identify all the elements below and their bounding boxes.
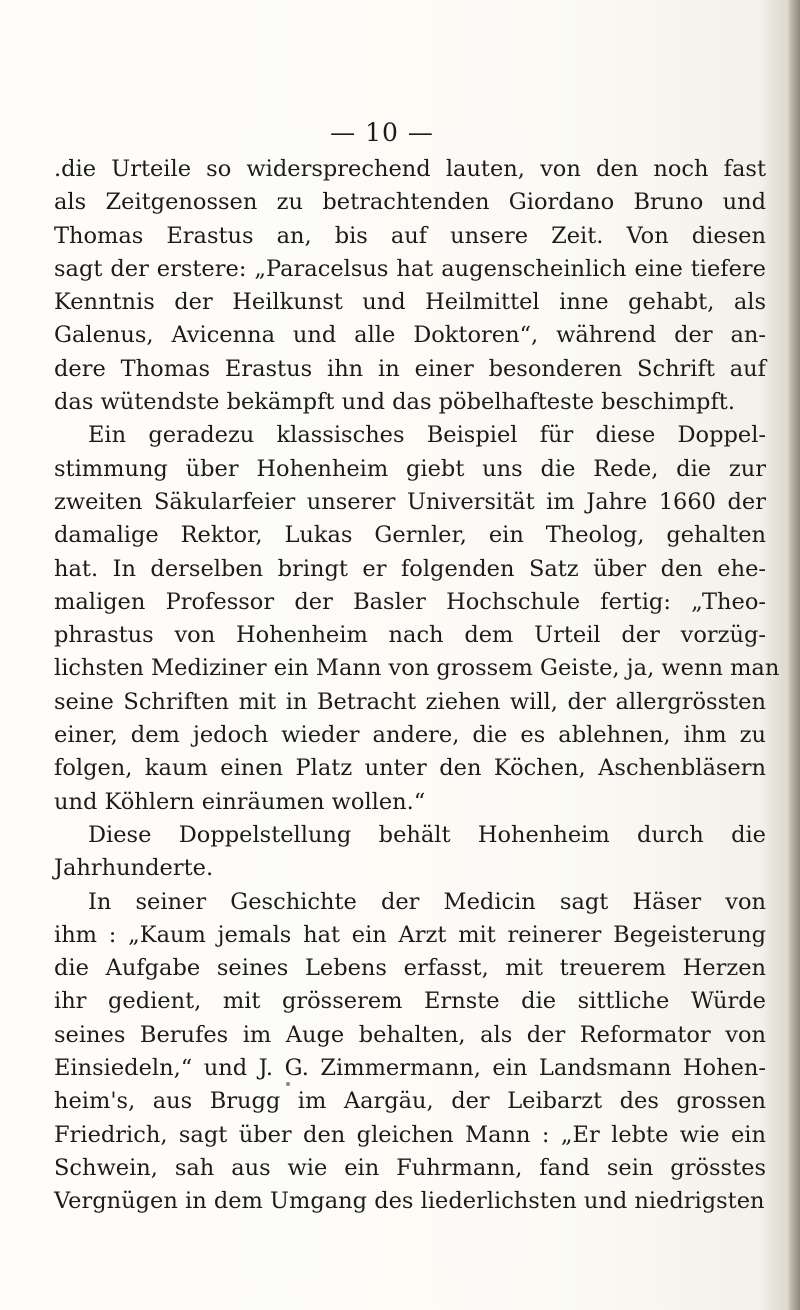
text-line: Galenus, Avicenna und alle Doktoren“, während der an- [54,322,766,349]
paragraph [54,819,766,886]
text-line: damalige Rektor, Lukas Gernler, ein Theolog, gehalten [54,522,766,549]
text-line: seine Schriften mit in Betracht ziehen will, der allergrössten [54,688,766,715]
text-line: heim's, aus Brugg im Aargäu, der Leibarzt des grossen [54,1088,766,1115]
text-line: und Köhlern einräumen wollen.“ [54,788,426,815]
text-line: dere Thomas Erastus ihn in einer besonderen Schrift auf [54,355,766,382]
text-line: .die Urteile so widersprechend lauten, von den noch fast [54,156,766,182]
paragraph [54,886,766,1219]
text-line: Vergnügen in dem Umgang des liederlichsten und niedrigsten [54,1188,765,1215]
text-line: phrastus von Hohenheim nach dem Urteil der vorzüg- [54,622,766,649]
text-line: Friedrich, sagt über den gleichen Mann : „Er lebte wie ein [54,1121,766,1148]
text-line: als Zeitgenossen zu betrachtenden Giordano Bruno und [54,189,766,216]
text-line: ihm : „Kaum jemals hat ein Arzt mit reinerer Begeisterung [54,921,766,948]
page-number: — 10 — [330,118,434,147]
text-line: die Aufgabe seines Lebens erfasst, mit treuerem Herzen [54,955,766,982]
text-line: folgen, kaum einen Platz unter den Köchen, Aschenbläsern [54,755,766,782]
text-line: sagt der erstere: „Paracelsus hat augenscheinlich eine tiefere [54,255,766,282]
text-line: stimmung über Hohenheim giebt uns die Rede, die zur [54,455,766,482]
paragraph [54,153,766,419]
text-line: Einsiedeln,“ und J. G. Zimmermann, ein Landsmann Hohen- [54,1055,766,1082]
text-line: Jahrhunderte. [54,855,214,882]
text-line: das wütendste bekämpft und das pöbelhafteste beschimpft. [54,389,735,416]
text-line: Diese Doppelstellung behält Hohenheim durch die [88,821,766,848]
page-edge-shadow [786,0,800,1310]
text-line: seines Berufes im Auge behalten, als der Reformator von [54,1021,766,1048]
text-line: Thomas Erastus an, bis auf unsere Zeit. Von diesen [54,222,766,249]
text-line: lichsten Mediziner ein Mann von grossem Geiste, ja, wenn man [54,655,780,682]
text-line: ihr gedient, mit grösserem Ernste die sittliche Würde [54,988,766,1015]
paragraph [54,419,780,819]
text-line: zweiten Säkularfeier unserer Universität im Jahre 1660 der [54,488,766,515]
text-line: einer, dem jedoch wieder andere, die es ablehnen, ihm zu [54,722,766,749]
text-line: hat. In derselben bringt er folgenden Satz über den ehe- [54,555,766,582]
body-text [54,153,780,1219]
text-line: Schwein, sah aus wie ein Fuhrmann, fand sein grösstes [54,1154,766,1181]
text-line: Kenntnis der Heilkunst und Heilmittel inne gehabt, als [54,289,766,316]
text-line: Ein geradezu klassisches Beispiel für diese Doppel- [88,422,766,449]
text-line: maligen Professor der Basler Hochschule fertig: „Theo- [54,588,766,615]
text-line: In seiner Geschichte der Medicin sagt Häser von [88,888,766,915]
ink-speck [286,1082,290,1086]
